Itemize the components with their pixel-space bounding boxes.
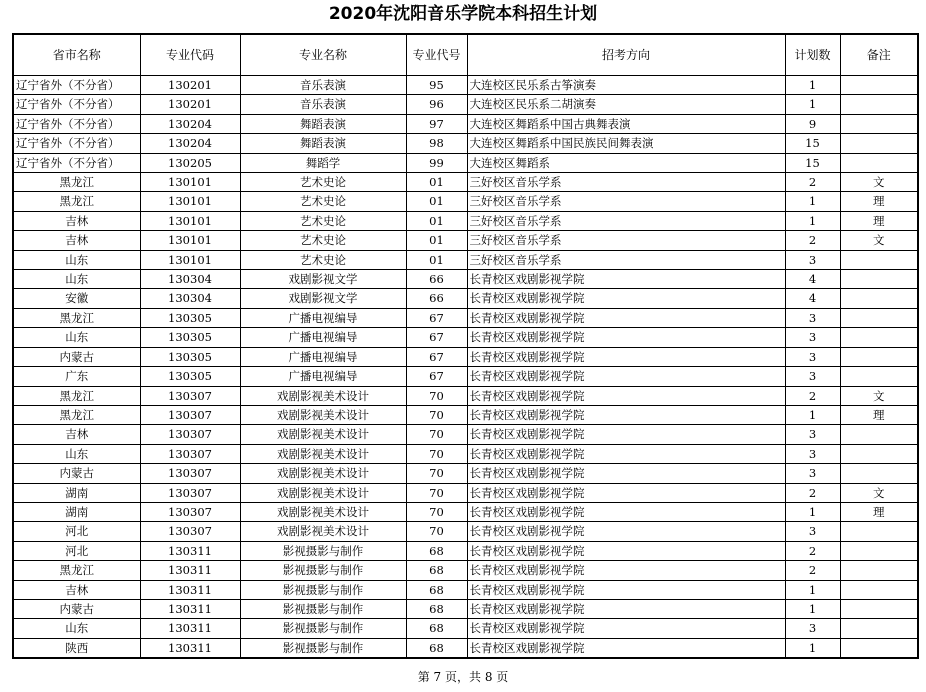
table-row <box>13 638 918 658</box>
major-name-cell: 影视摄影与制作 <box>240 599 406 618</box>
plan-count-cell: 1 <box>785 405 840 424</box>
major-number-cell: 68 <box>406 599 467 618</box>
column-header-province: 省市名称 <box>13 34 140 76</box>
major-code-cell: 130311 <box>140 561 240 580</box>
column-header-plan-count: 计划数 <box>785 34 840 76</box>
direction-cell: 三好校区音乐学系 <box>467 211 785 230</box>
major-name-cell: 戏剧影视美术设计 <box>240 405 406 424</box>
major-code-cell: 130311 <box>140 599 240 618</box>
province-cell: 辽宁省外（不分省） <box>13 76 140 95</box>
table-row <box>13 231 918 250</box>
plan-count-cell: 4 <box>785 270 840 289</box>
major-number-cell: 68 <box>406 561 467 580</box>
table-row <box>13 580 918 599</box>
table-row <box>13 561 918 580</box>
direction-cell: 三好校区音乐学系 <box>467 173 785 192</box>
table-row <box>13 425 918 444</box>
province-cell: 黑龙江 <box>13 405 140 424</box>
major-number-cell: 98 <box>406 134 467 153</box>
remark-cell <box>840 522 918 541</box>
province-cell: 内蒙古 <box>13 464 140 483</box>
major-name-cell: 戏剧影视美术设计 <box>240 425 406 444</box>
province-cell: 山东 <box>13 444 140 463</box>
major-name-cell: 广播电视编导 <box>240 328 406 347</box>
major-number-cell: 97 <box>406 114 467 133</box>
direction-cell: 长青校区戏剧影视学院 <box>467 444 785 463</box>
column-header-major-code: 专业代码 <box>140 34 240 76</box>
remark-cell <box>840 134 918 153</box>
remark-cell <box>840 153 918 172</box>
table-row <box>13 173 918 192</box>
major-name-cell: 艺术史论 <box>240 250 406 269</box>
major-number-cell: 67 <box>406 308 467 327</box>
major-number-cell: 95 <box>406 76 467 95</box>
table-row <box>13 599 918 618</box>
remark-cell <box>840 347 918 366</box>
major-code-cell: 130101 <box>140 231 240 250</box>
remark-cell: 理 <box>840 192 918 211</box>
direction-cell: 长青校区戏剧影视学院 <box>467 561 785 580</box>
major-code-cell: 130101 <box>140 173 240 192</box>
plan-count-cell: 1 <box>785 599 840 618</box>
major-number-cell: 68 <box>406 580 467 599</box>
direction-cell: 长青校区戏剧影视学院 <box>467 289 785 308</box>
plan-count-cell: 3 <box>785 619 840 638</box>
province-cell: 山东 <box>13 328 140 347</box>
major-name-cell: 广播电视编导 <box>240 347 406 366</box>
direction-cell: 长青校区戏剧影视学院 <box>467 638 785 658</box>
major-code-cell: 130201 <box>140 76 240 95</box>
table-row <box>13 250 918 269</box>
table-row <box>13 522 918 541</box>
major-name-cell: 艺术史论 <box>240 173 406 192</box>
direction-cell: 长青校区戏剧影视学院 <box>467 541 785 560</box>
province-cell: 吉林 <box>13 211 140 230</box>
plan-count-cell: 2 <box>785 173 840 192</box>
direction-cell: 长青校区戏剧影视学院 <box>467 308 785 327</box>
major-code-cell: 130307 <box>140 386 240 405</box>
major-number-cell: 70 <box>406 502 467 521</box>
direction-cell: 长青校区戏剧影视学院 <box>467 328 785 347</box>
direction-cell: 长青校区戏剧影视学院 <box>467 405 785 424</box>
table-row <box>13 444 918 463</box>
major-code-cell: 130307 <box>140 425 240 444</box>
remark-cell <box>840 95 918 114</box>
major-name-cell: 影视摄影与制作 <box>240 541 406 560</box>
remark-cell: 理 <box>840 211 918 230</box>
major-code-cell: 130311 <box>140 638 240 658</box>
table-row <box>13 211 918 230</box>
direction-cell: 长青校区戏剧影视学院 <box>467 599 785 618</box>
table-row <box>13 192 918 211</box>
major-code-cell: 130305 <box>140 328 240 347</box>
province-cell: 陕西 <box>13 638 140 658</box>
table-row <box>13 289 918 308</box>
province-cell: 湖南 <box>13 483 140 502</box>
major-name-cell: 艺术史论 <box>240 192 406 211</box>
table-row <box>13 347 918 366</box>
major-number-cell: 70 <box>406 483 467 502</box>
remark-cell <box>840 76 918 95</box>
major-number-cell: 66 <box>406 289 467 308</box>
major-name-cell: 戏剧影视美术设计 <box>240 522 406 541</box>
major-name-cell: 戏剧影视美术设计 <box>240 502 406 521</box>
remark-cell <box>840 599 918 618</box>
direction-cell: 长青校区戏剧影视学院 <box>467 367 785 386</box>
direction-cell: 长青校区戏剧影视学院 <box>467 347 785 366</box>
remark-cell: 理 <box>840 502 918 521</box>
page-footer: 第 7 页，共 8 页 <box>417 670 509 684</box>
direction-cell: 三好校区音乐学系 <box>467 192 785 211</box>
direction-cell: 长青校区戏剧影视学院 <box>467 425 785 444</box>
table-header-row <box>13 34 918 76</box>
remark-cell <box>840 561 918 580</box>
province-cell: 吉林 <box>13 231 140 250</box>
plan-count-cell: 3 <box>785 464 840 483</box>
remark-cell <box>840 638 918 658</box>
plan-count-cell: 3 <box>785 328 840 347</box>
major-number-cell: 01 <box>406 192 467 211</box>
province-cell: 辽宁省外（不分省） <box>13 153 140 172</box>
major-code-cell: 130307 <box>140 502 240 521</box>
major-name-cell: 戏剧影视美术设计 <box>240 483 406 502</box>
major-number-cell: 67 <box>406 328 467 347</box>
table-row <box>13 541 918 560</box>
province-cell: 辽宁省外（不分省） <box>13 95 140 114</box>
direction-cell: 长青校区戏剧影视学院 <box>467 522 785 541</box>
major-name-cell: 影视摄影与制作 <box>240 561 406 580</box>
province-cell: 吉林 <box>13 580 140 599</box>
major-number-cell: 66 <box>406 270 467 289</box>
province-cell: 黑龙江 <box>13 561 140 580</box>
major-number-cell: 01 <box>406 211 467 230</box>
major-code-cell: 130307 <box>140 444 240 463</box>
major-name-cell: 艺术史论 <box>240 231 406 250</box>
major-number-cell: 01 <box>406 173 467 192</box>
enrollment-plan-table <box>12 33 919 659</box>
remark-cell: 文 <box>840 231 918 250</box>
remark-cell <box>840 444 918 463</box>
major-name-cell: 影视摄影与制作 <box>240 638 406 658</box>
remark-cell: 理 <box>840 405 918 424</box>
remark-cell <box>840 367 918 386</box>
major-code-cell: 130305 <box>140 308 240 327</box>
major-code-cell: 130101 <box>140 211 240 230</box>
direction-cell: 大连校区舞蹈系中国古典舞表演 <box>467 114 785 133</box>
major-number-cell: 99 <box>406 153 467 172</box>
remark-cell <box>840 541 918 560</box>
plan-count-cell: 3 <box>785 250 840 269</box>
table-row <box>13 386 918 405</box>
plan-count-cell: 3 <box>785 444 840 463</box>
plan-count-cell: 2 <box>785 541 840 560</box>
remark-cell: 文 <box>840 386 918 405</box>
major-code-cell: 130311 <box>140 580 240 599</box>
direction-cell: 长青校区戏剧影视学院 <box>467 270 785 289</box>
direction-cell: 长青校区戏剧影视学院 <box>467 580 785 599</box>
major-number-cell: 68 <box>406 541 467 560</box>
major-number-cell: 01 <box>406 250 467 269</box>
major-name-cell: 戏剧影视美术设计 <box>240 386 406 405</box>
table-row <box>13 134 918 153</box>
major-number-cell: 68 <box>406 638 467 658</box>
table-row <box>13 367 918 386</box>
major-code-cell: 130307 <box>140 522 240 541</box>
direction-cell: 长青校区戏剧影视学院 <box>467 483 785 502</box>
remark-cell <box>840 250 918 269</box>
major-code-cell: 130205 <box>140 153 240 172</box>
province-cell: 安徽 <box>13 289 140 308</box>
table-row <box>13 76 918 95</box>
province-cell: 山东 <box>13 619 140 638</box>
table-row <box>13 270 918 289</box>
major-name-cell: 音乐表演 <box>240 76 406 95</box>
remark-cell <box>840 114 918 133</box>
province-cell: 吉林 <box>13 425 140 444</box>
direction-cell: 长青校区戏剧影视学院 <box>467 619 785 638</box>
direction-cell: 长青校区戏剧影视学院 <box>467 386 785 405</box>
major-number-cell: 01 <box>406 231 467 250</box>
major-code-cell: 130204 <box>140 134 240 153</box>
major-code-cell: 130305 <box>140 347 240 366</box>
table-row <box>13 328 918 347</box>
plan-count-cell: 2 <box>785 483 840 502</box>
province-cell: 河北 <box>13 522 140 541</box>
province-cell: 黑龙江 <box>13 308 140 327</box>
plan-count-cell: 15 <box>785 134 840 153</box>
plan-count-cell: 4 <box>785 289 840 308</box>
remark-cell <box>840 464 918 483</box>
province-cell: 黑龙江 <box>13 386 140 405</box>
province-cell: 黑龙江 <box>13 173 140 192</box>
province-cell: 黑龙江 <box>13 192 140 211</box>
plan-count-cell: 1 <box>785 580 840 599</box>
major-code-cell: 130311 <box>140 619 240 638</box>
remark-cell <box>840 425 918 444</box>
direction-cell: 长青校区戏剧影视学院 <box>467 502 785 521</box>
direction-cell: 长青校区戏剧影视学院 <box>467 464 785 483</box>
major-name-cell: 舞蹈表演 <box>240 134 406 153</box>
major-name-cell: 戏剧影视文学 <box>240 270 406 289</box>
table-row <box>13 95 918 114</box>
direction-cell: 大连校区民乐系古筝演奏 <box>467 76 785 95</box>
plan-count-cell: 1 <box>785 95 840 114</box>
plan-count-cell: 3 <box>785 347 840 366</box>
table-row <box>13 405 918 424</box>
table-body <box>13 76 918 659</box>
plan-count-cell: 3 <box>785 425 840 444</box>
province-cell: 辽宁省外（不分省） <box>13 114 140 133</box>
major-number-cell: 70 <box>406 444 467 463</box>
table-row <box>13 483 918 502</box>
major-code-cell: 130311 <box>140 541 240 560</box>
table-row <box>13 619 918 638</box>
remark-cell: 文 <box>840 483 918 502</box>
plan-count-cell: 1 <box>785 638 840 658</box>
major-number-cell: 70 <box>406 464 467 483</box>
major-number-cell: 67 <box>406 347 467 366</box>
major-name-cell: 舞蹈表演 <box>240 114 406 133</box>
plan-count-cell: 2 <box>785 231 840 250</box>
major-name-cell: 艺术史论 <box>240 211 406 230</box>
province-cell: 河北 <box>13 541 140 560</box>
province-cell: 内蒙古 <box>13 599 140 618</box>
major-code-cell: 130307 <box>140 405 240 424</box>
province-cell: 内蒙古 <box>13 347 140 366</box>
column-header-remark: 备注 <box>840 34 918 76</box>
plan-count-cell: 1 <box>785 76 840 95</box>
major-code-cell: 130204 <box>140 114 240 133</box>
plan-count-cell: 3 <box>785 367 840 386</box>
remark-cell <box>840 580 918 599</box>
major-name-cell: 广播电视编导 <box>240 308 406 327</box>
plan-count-cell: 2 <box>785 386 840 405</box>
province-cell: 山东 <box>13 270 140 289</box>
table-row <box>13 114 918 133</box>
major-number-cell: 70 <box>406 405 467 424</box>
table-row <box>13 308 918 327</box>
direction-cell: 三好校区音乐学系 <box>467 231 785 250</box>
major-name-cell: 戏剧影视美术设计 <box>240 444 406 463</box>
plan-count-cell: 3 <box>785 308 840 327</box>
province-cell: 辽宁省外（不分省） <box>13 134 140 153</box>
plan-count-cell: 2 <box>785 561 840 580</box>
major-number-cell: 70 <box>406 522 467 541</box>
major-name-cell: 戏剧影视文学 <box>240 289 406 308</box>
province-cell: 山东 <box>13 250 140 269</box>
remark-cell: 文 <box>840 173 918 192</box>
plan-count-cell: 1 <box>785 192 840 211</box>
remark-cell <box>840 619 918 638</box>
major-code-cell: 130307 <box>140 483 240 502</box>
column-header-major-name: 专业名称 <box>240 34 406 76</box>
remark-cell <box>840 270 918 289</box>
major-name-cell: 舞蹈学 <box>240 153 406 172</box>
remark-cell <box>840 289 918 308</box>
major-code-cell: 130304 <box>140 270 240 289</box>
plan-count-cell: 15 <box>785 153 840 172</box>
major-number-cell: 68 <box>406 619 467 638</box>
major-code-cell: 130304 <box>140 289 240 308</box>
direction-cell: 大连校区舞蹈系中国民族民间舞表演 <box>467 134 785 153</box>
major-code-cell: 130305 <box>140 367 240 386</box>
major-code-cell: 130201 <box>140 95 240 114</box>
major-number-cell: 70 <box>406 386 467 405</box>
major-code-cell: 130101 <box>140 250 240 269</box>
plan-count-cell: 9 <box>785 114 840 133</box>
major-number-cell: 70 <box>406 425 467 444</box>
major-name-cell: 广播电视编导 <box>240 367 406 386</box>
major-name-cell: 戏剧影视美术设计 <box>240 464 406 483</box>
plan-count-cell: 1 <box>785 211 840 230</box>
table-row <box>13 153 918 172</box>
province-cell: 湖南 <box>13 502 140 521</box>
direction-cell: 大连校区舞蹈系 <box>467 153 785 172</box>
page-title: 2020年沈阳音乐学院本科招生计划 <box>328 4 598 24</box>
major-name-cell: 影视摄影与制作 <box>240 619 406 638</box>
province-cell: 广东 <box>13 367 140 386</box>
column-header-direction: 招考方向 <box>467 34 785 76</box>
table-row <box>13 502 918 521</box>
major-number-cell: 67 <box>406 367 467 386</box>
direction-cell: 三好校区音乐学系 <box>467 250 785 269</box>
plan-count-cell: 1 <box>785 502 840 521</box>
column-header-major-number: 专业代号 <box>406 34 467 76</box>
major-name-cell: 音乐表演 <box>240 95 406 114</box>
direction-cell: 大连校区民乐系二胡演奏 <box>467 95 785 114</box>
major-code-cell: 130307 <box>140 464 240 483</box>
table-row <box>13 464 918 483</box>
major-name-cell: 影视摄影与制作 <box>240 580 406 599</box>
remark-cell <box>840 328 918 347</box>
remark-cell <box>840 308 918 327</box>
plan-count-cell: 3 <box>785 522 840 541</box>
major-code-cell: 130101 <box>140 192 240 211</box>
major-number-cell: 96 <box>406 95 467 114</box>
